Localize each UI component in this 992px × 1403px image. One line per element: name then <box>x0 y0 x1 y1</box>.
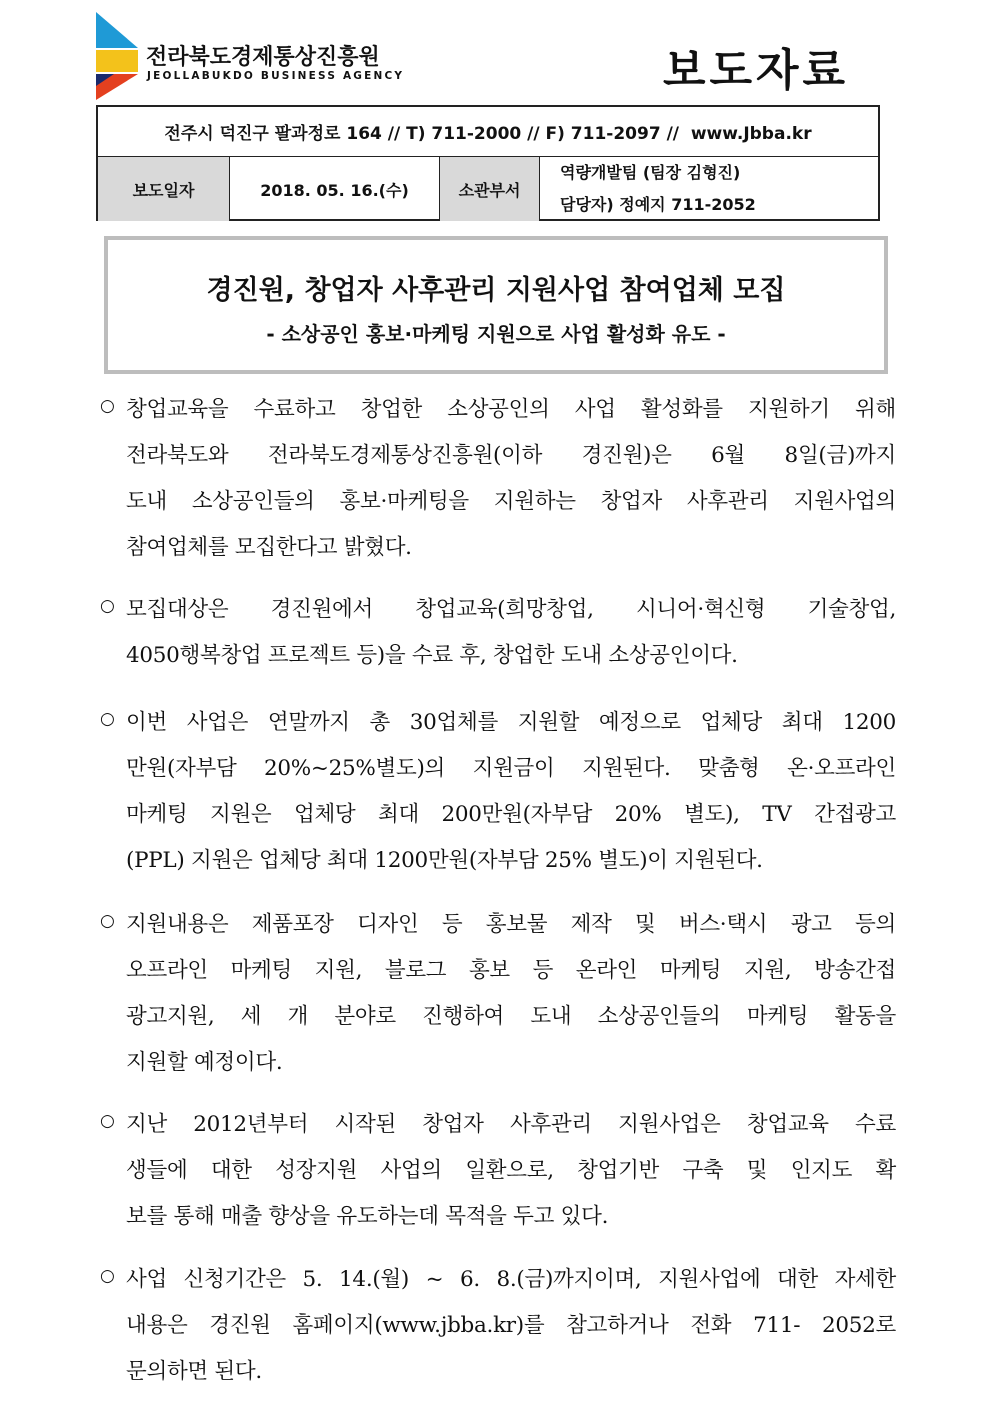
paragraph-line: 4050행복창업 프로젝트 등)을 수료 후, 창업한 도내 소상공인이다. <box>126 643 738 668</box>
paragraph-line: 모집대상은 경진원에서 창업교육(희망창업, 시니어·혁신형 기술창업, <box>126 597 896 622</box>
paragraph-line: (PPL) 지원은 업체당 최대 1200만원(자부담 25% 별도)이 지원된다. <box>126 848 763 873</box>
department-label: 소관부서 <box>440 157 540 221</box>
bullet-marker: ○ <box>100 596 115 616</box>
paragraph-line: 광고지원, 세 개 분야로 진행하여 도내 소상공인들의 마케팅 활동을 <box>126 1004 896 1029</box>
headline-box <box>104 236 888 374</box>
info-table <box>96 105 880 221</box>
paragraph-line: 내용은 경진원 홈페이지(www.jbba.kr)를 참고하거나 전화 711- 2052로 <box>126 1313 896 1338</box>
org-name-korean: 전라북도경제통상진흥원 <box>146 45 380 70</box>
department-team: 역량개발팀 (팀장 김형진) <box>560 163 741 182</box>
paragraph-line: 참여업체를 모집한다고 밝혔다. <box>126 535 412 560</box>
headline: 경진원, 창업자 사후관리 지원사업 참여업체 모집 <box>206 275 786 306</box>
department-value <box>540 157 878 221</box>
department-contact: 담당자) 정예지 711-2052 <box>560 195 756 214</box>
paragraph-line: 지원할 예정이다. <box>126 1050 283 1075</box>
paragraph-line: 생들에 대한 성장지원 사업의 일환으로, 창업기반 구축 및 인지도 확 <box>126 1158 896 1183</box>
paragraph-line: 도내 소상공인들의 홍보·마케팅을 지원하는 창업자 사후관리 지원사업의 <box>126 489 896 514</box>
paragraph-line: 전라북도와 전라북도경제통상진흥원(이하 경진원)은 6월 8일(금)까지 <box>126 443 896 468</box>
paragraph-line: 창업교육을 수료하고 창업한 소상공인의 사업 활성화를 지원하기 위해 <box>126 397 896 422</box>
paragraph-line: 지난 2012년부터 시작된 창업자 사후관리 지원사업은 창업교육 수료 <box>126 1112 896 1137</box>
contact-address-row: 전주시 덕진구 팔과정로 164 // T) 711-2000 // F) 711-2097 // www.Jbba.kr <box>98 107 878 157</box>
bullet-marker: ○ <box>100 911 115 931</box>
paragraph-line: 오프라인 마케팅 지원, 블로그 홍보 등 온라인 마케팅 지원, 방송간접 <box>126 958 896 983</box>
paragraph-line: 사업 신청기간은 5. 14.(월) ~ 6. 8.(금)까지이며, 지원사업에 대한 자세한 <box>126 1267 896 1292</box>
paragraph-line: 문의하면 된다. <box>126 1359 262 1384</box>
paragraph-line: 지원내용은 제품포장 디자인 등 홍보물 제작 및 버스·택시 광고 등의 <box>126 912 896 937</box>
bullet-marker: ○ <box>100 396 115 416</box>
document-type-title: 보도자료 <box>663 45 850 96</box>
agency-logo-icon <box>94 10 144 102</box>
paragraph-line: 보를 통해 매출 향상을 유도하는데 목적을 두고 있다. <box>126 1204 609 1229</box>
logo <box>94 10 414 102</box>
paragraph-line: 만원(자부담 20%~25%별도)의 지원금이 지원된다. 맞춤형 온·오프라인 <box>126 756 896 781</box>
release-date-value: 2018. 05. 16.(수) <box>230 157 440 221</box>
bullet-marker: ○ <box>100 1266 115 1286</box>
bullet-marker: ○ <box>100 1111 115 1131</box>
bullet-marker: ○ <box>100 709 115 729</box>
org-name-english: JEOLLABUKDO BUSINESS AGENCY <box>147 70 405 82</box>
paragraph-line: 마케팅 지원은 업체당 최대 200만원(자부담 20% 별도), TV 간접광고 <box>126 802 896 827</box>
release-date-label: 보도일자 <box>98 157 230 221</box>
paragraph-line: 이번 사업은 연말까지 총 30업체를 지원할 예정으로 업체당 최대 1200 <box>126 710 896 735</box>
subheadline: - 소상공인 홍보·마케팅 지원으로 사업 활성화 유도 - <box>266 322 726 346</box>
